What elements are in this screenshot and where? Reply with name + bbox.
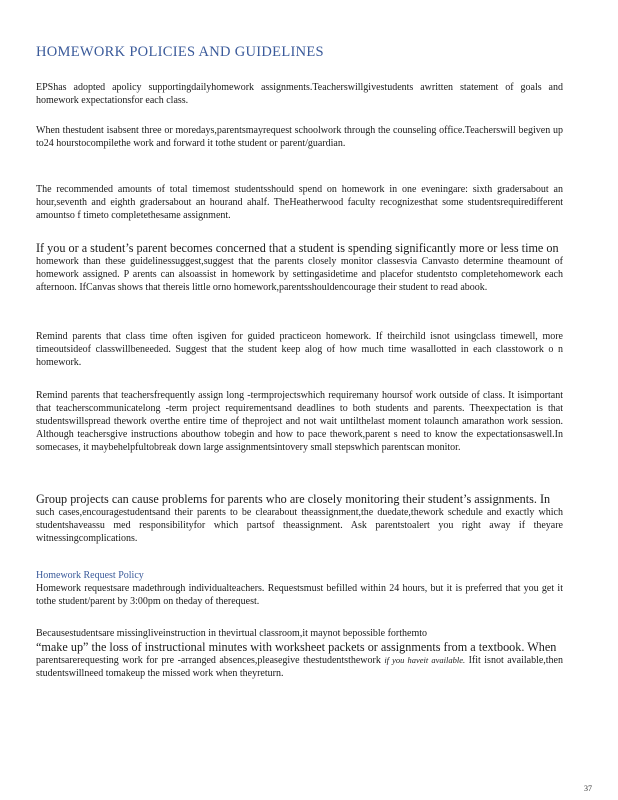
paragraph-absence-schoolwork: When thestudent isabsent three or moredays,parentsmayrequest schoolwork through the counseling office.Teacherswill begiven up to24 hourstocompilethe work and forward it tothe student or parent/guardian. [36, 125, 563, 149]
paragraph-homework-requests: Homework requestsare madethrough individualteachers. Requestsmust befilled within 24 hours, but it is preferred that you get it tothe student/parent by 3:00pm on theday of therequest. [36, 583, 563, 607]
paragraph-virtual-classroom-b: parentsarerequesting work for pre -arranged absences,pleasegive thestudentsthework [36, 655, 381, 666]
paragraph-group-projects [36, 492, 563, 545]
homework-request-section [36, 569, 563, 608]
paragraph-homework-policy: EPShas adopted apolicy supportingdailyhomework assignments.Teacherswillgivestudents awritten statement of goals and homework expectationsfor each class. [36, 82, 563, 106]
page-number: 37 [584, 784, 592, 793]
paragraph-parent-concern [36, 241, 563, 294]
paragraph-parent-concern-body: homework than these guidelinessuggest,suggest that the parents closely monitor classesvia Canvasto determine theamount of homework assigned. P arents can alsoassist in homework by settingasidetime and placefor studentsto completehomework each afternoon. IfCanvas shows that thereis little orno homework,parentsshouldencourage their student to read abook. [36, 256, 563, 293]
paragraph-virtual-classroom-italic: if you haveit available. [384, 655, 466, 665]
paragraph-group-projects-body: such cases,encouragestudentsand their parents to be clearabout theassignment,the duedate,thework schedule and exactly which studentshaveassu med responsibilityfor which partsof theassignment. Ask parentstoalert you right away if theyare witnessingcomplications. [36, 507, 563, 544]
paragraph-long-term-projects: Remind parents that teachersfrequently assign long -termprojectswhich requiremany hoursof work outside of class. It isimportant that teacherscommunicatelong -term project requirementsand deadlines to both students and parents. Theexpectation is that studentswillspread thework overthe entire time of theproject and not wait untilthelast moment tolaunch amarathon work session. Although teachersgive instructions abouthow tobegin and how to pace thework,parent s need to know the expectationsaswell.In somecases, it maybehelpfultobreak down large assignmentsintovery small stepswhich parentscan monitor. [36, 390, 563, 453]
page-title: HOMEWORK POLICIES AND GUIDELINES [36, 44, 324, 60]
paragraph-group-projects-lead: Group projects can cause problems for parents who are closely monitoring their student’s assignments. In [36, 492, 551, 506]
paragraph-virtual-classroom-lead: “make up” the loss of instructional minutes with worksheet packets or assignments from a textbook. When [36, 640, 557, 654]
paragraph-parent-concern-lead: If you or a student’s parent becomes concerned that a student is spending significantly more or less time on [36, 241, 559, 255]
paragraph-class-time: Remind parents that class time often isgiven for guided practiceon homework. If theirchild isnot usingclass timewell, more timeoutsideof classwillbeneeded. Suggest that the student keep alog of how much time wasallotted in each classtowork o n homework. [36, 331, 563, 368]
section-heading: Homework Request Policy [36, 570, 144, 581]
paragraph-recommended-amounts: The recommended amounts of total timemost studentsshould spend on homework in one eveningare: sixth gradersabout an hour,seventh and eighth gradersabout an hourand ahalf. TheHeatherwood faculty recognizesthat some studentsrequiredifferent amountso f timeto completethesame assignment. [36, 184, 563, 221]
paragraph-virtual-classroom-c: Ifit isnot available,then studentswillneed tomakeup the missed work when theyreturn. [36, 655, 563, 679]
paragraph-virtual-classroom-a: Becausestudentsare missingliveinstruction in thevirtual classroom,it maynot bepossible forthemto [36, 628, 428, 639]
paragraph-virtual-classroom [36, 627, 563, 680]
